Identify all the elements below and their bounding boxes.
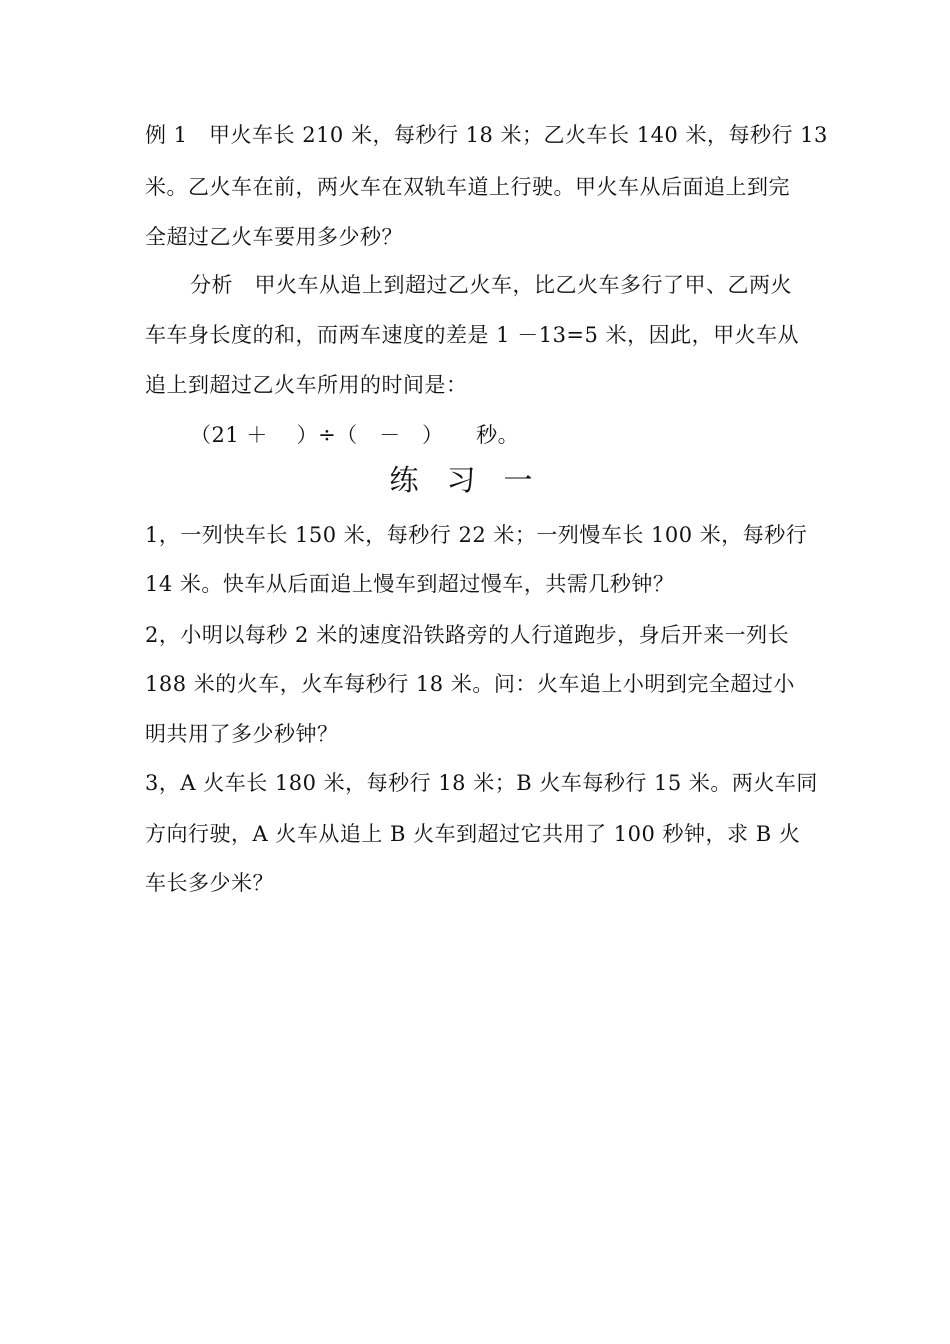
example-line: 米。乙火车在前，两火车在双轨车道上行驶。甲火车从后面追上到完 (145, 175, 790, 199)
exercise-line: 14 米。快车从后面追上慢车到超过慢车，共需几秒钟？ (145, 572, 675, 596)
analysis-line: 分析 甲火车从追上到超过乙火车，比乙火车多行了甲、乙两火 (190, 273, 792, 297)
example-line: 例 1 甲火车长 210 米，每秒行 18 米；乙火车长 140 米，每秒行 13 (145, 123, 828, 147)
example-line: 全超过乙火车要用多少秒？ (145, 225, 403, 249)
exercise-line: 1，一列快车长 150 米，每秒行 22 米；一列慢车长 100 米，每秒行 (145, 523, 808, 547)
exercise-title: 练习一 (389, 463, 561, 497)
exercise-line: 车长多少米？ (145, 871, 274, 895)
exercise-line: 明共用了多少秒钟？ (145, 722, 339, 746)
exercise-line: 3，A 火车长 180 米，每秒行 18 米；B 火车每秒行 15 米。两火车同 (145, 771, 818, 795)
exercise-line: 188 米的火车，火车每秒行 18 米。问：火车追上小明到完全超过小 (145, 672, 795, 696)
exercise-line: 方向行驶，A 火车从追上 B 火车到超过它共用了 100 秒钟，求 B 火 (145, 822, 801, 846)
exercise-line: 2，小明以每秒 2 米的速度沿铁路旁的人行道跑步，身后开来一列长 (145, 623, 790, 647)
analysis-line: 车车身长度的和，而两车速度的差是 1 －13=5 米，因此，甲火车从 (145, 323, 800, 347)
analysis-line: 追上到超过乙火车所用的时间是： (145, 373, 468, 397)
analysis-formula: （21 ＋ ）÷（ － ） 秒。 (190, 423, 520, 447)
